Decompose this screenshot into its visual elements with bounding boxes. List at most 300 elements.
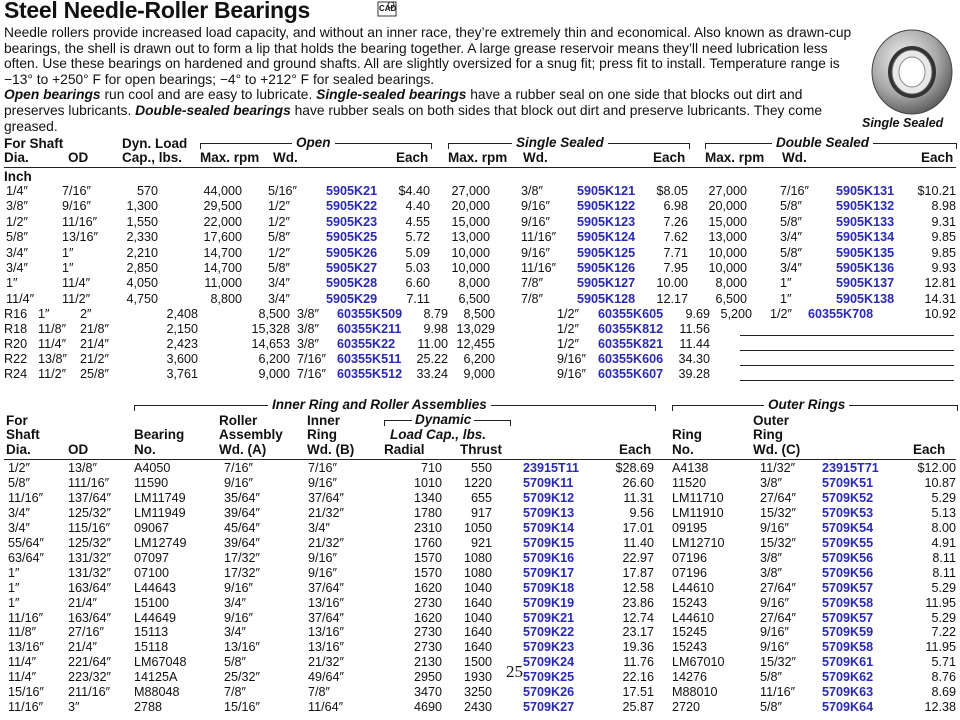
table-cell: 10,000 bbox=[451, 245, 490, 260]
part-number-link[interactable]: 60355K708 bbox=[808, 307, 874, 321]
table-cell: $28.69 bbox=[615, 461, 654, 475]
table-cell: 5/8″ bbox=[780, 199, 802, 214]
part-number-link[interactable]: 5905K137 bbox=[836, 276, 895, 291]
table-cell: 8.98 bbox=[931, 199, 956, 214]
h2-wd-a: Wd. (A) bbox=[219, 442, 267, 457]
header-each-double: Each bbox=[921, 150, 954, 165]
table-cell: 09067 bbox=[134, 520, 170, 535]
table-cell: 21/32″ bbox=[308, 535, 344, 550]
table-cell: 2730 bbox=[413, 625, 442, 640]
part-number-link[interactable]: 5709K27 bbox=[523, 700, 575, 715]
h2-assembly: Assembly bbox=[219, 427, 283, 442]
table-cell: 1/2″ bbox=[8, 461, 30, 475]
table-cell: 8.00 bbox=[931, 520, 956, 535]
h2-outer-ring: Ring bbox=[753, 427, 783, 442]
part-number-link[interactable]: 5905K27 bbox=[326, 261, 378, 275]
h2-wd-c: Wd. (C) bbox=[753, 442, 801, 457]
table-cell: R22 bbox=[4, 352, 28, 366]
part-number-link[interactable]: 5709K13 bbox=[523, 505, 575, 520]
table-cell: 3/4″ bbox=[780, 261, 802, 275]
table-cell: 34.30 bbox=[678, 352, 710, 366]
part-number-link[interactable]: 5709K26 bbox=[523, 685, 575, 700]
part-number-link[interactable]: 5709K17 bbox=[523, 565, 575, 580]
table-cell: 7.22 bbox=[931, 625, 956, 640]
table-cell: 1/2″ bbox=[770, 307, 792, 321]
table-cell: 15243 bbox=[672, 595, 708, 610]
table-cell: 11/4″ bbox=[8, 655, 37, 670]
table-cell: 9.31 bbox=[931, 214, 956, 229]
page-number: 25 bbox=[506, 662, 523, 681]
table-cell: 6.60 bbox=[405, 276, 430, 291]
table-cell: 223/32″ bbox=[68, 670, 111, 685]
table-cell: 9/16″ bbox=[224, 475, 253, 490]
table-cell: L44649 bbox=[134, 610, 177, 625]
table-cell: 3/4″ bbox=[268, 276, 290, 291]
table-cell: 2130 bbox=[413, 655, 442, 670]
table-cell: 125/32″ bbox=[68, 505, 111, 520]
table-cell: 137/64″ bbox=[68, 490, 111, 505]
part-number-link[interactable]: 5709K54 bbox=[822, 520, 874, 535]
part-number-link[interactable]: 5709K51 bbox=[822, 475, 874, 490]
table-cell: 1/2″ bbox=[268, 214, 290, 229]
part-number-link[interactable]: 23915T71 bbox=[822, 461, 879, 475]
header-wd-single: Wd. bbox=[523, 150, 548, 165]
table-cell: 3/4″ bbox=[224, 625, 246, 640]
table-cell: 570 bbox=[136, 184, 158, 198]
table-cell: 07196 bbox=[672, 565, 708, 580]
part-number-link[interactable]: 5905K136 bbox=[836, 261, 895, 275]
part-number-link[interactable]: 5905K29 bbox=[326, 291, 378, 306]
table-cell: 11520 bbox=[672, 475, 707, 490]
table-cell: 44,000 bbox=[203, 184, 242, 198]
intro-text: Needle rollers provide increased load capacity, and without an inner race, they’re extremely thin and economical. Also known as drawn-cup bearings, the shell is drawn out to form a lip that holds the bearing together. A large grease reservoir means they’ll need lubrication less often. Use these bearings on hardened and ground shafts. All are slightly oversized for a snug fit; press fit to install. Temperature range is −13° to +250° F for open bearings; −4° to +212° F for sealed bearings. bbox=[4, 25, 852, 87]
group-outer-rings: Outer Rings bbox=[764, 397, 849, 412]
table-cell: 37/64″ bbox=[308, 490, 344, 505]
bearing-photo bbox=[868, 26, 956, 116]
part-number-link[interactable]: 5709K55 bbox=[822, 535, 874, 550]
open-bearings-label: Open bearings bbox=[4, 87, 101, 103]
table-cell: 9/16″ bbox=[224, 610, 253, 625]
part-number-link[interactable]: 60355K509 bbox=[337, 307, 403, 321]
part-number-link[interactable]: 5905K123 bbox=[577, 214, 636, 229]
table-cell: 7.95 bbox=[663, 261, 688, 275]
part-number-link[interactable]: 5905K21 bbox=[326, 184, 378, 198]
table-cell: 7/16″ bbox=[62, 184, 91, 198]
part-number-link[interactable]: 5709K53 bbox=[822, 505, 874, 520]
table-cell: 49/64″ bbox=[308, 670, 344, 685]
table-cell: 11/4″ bbox=[38, 337, 67, 351]
h2-bearing: Bearing bbox=[134, 427, 185, 442]
part-number-link[interactable]: 5709K57 bbox=[822, 610, 874, 625]
table-cell: 1,550 bbox=[126, 214, 158, 229]
table-cell: 1/4″ bbox=[6, 184, 28, 198]
table-cell: 4.40 bbox=[405, 199, 430, 214]
part-number-link[interactable]: 5905K124 bbox=[577, 230, 636, 245]
table-cell: 37/64″ bbox=[308, 610, 344, 625]
table-cell: 21/2″ bbox=[80, 352, 109, 366]
table-cell: 4.55 bbox=[405, 214, 430, 229]
part-number-link[interactable]: 5709K52 bbox=[822, 490, 874, 505]
table-cell: 9.93 bbox=[931, 261, 956, 275]
group-inner-ring: Inner Ring and Roller Assemblies bbox=[268, 397, 491, 412]
table-cell: 8,800 bbox=[210, 291, 242, 306]
table-cell: 4,750 bbox=[126, 291, 158, 306]
table-cell: 11.31 bbox=[623, 490, 654, 505]
table-cell: 2,408 bbox=[166, 307, 198, 321]
section-inch: Inch bbox=[4, 169, 32, 184]
part-number-link[interactable]: 60355K605 bbox=[598, 307, 664, 321]
page-title: Steel Needle-Roller Bearings bbox=[4, 0, 311, 23]
table-cell: 21/4″ bbox=[68, 640, 97, 655]
table-cell: 07097 bbox=[134, 550, 170, 565]
part-number-link[interactable]: 5905K138 bbox=[836, 291, 895, 306]
table-cell: 9/16″ bbox=[760, 625, 789, 640]
table-cell: 25.87 bbox=[622, 700, 654, 715]
part-number-link[interactable]: 5905K135 bbox=[836, 245, 895, 260]
part-number-link[interactable]: 5709K56 bbox=[822, 565, 874, 580]
photo-caption: Single Sealed bbox=[862, 116, 944, 130]
table-cell: 7.62 bbox=[663, 230, 688, 245]
part-number-link[interactable]: 5709K18 bbox=[523, 580, 575, 595]
table-cell: 221/64″ bbox=[68, 655, 111, 670]
table-cell: 655 bbox=[470, 490, 492, 505]
h2-ring: Ring bbox=[307, 427, 337, 442]
group-single-sealed: Single Sealed bbox=[512, 135, 608, 150]
part-number-link[interactable]: 5709K57 bbox=[822, 580, 874, 595]
table-cell: 5/8″ bbox=[8, 475, 30, 490]
part-number-link[interactable]: 5905K26 bbox=[326, 245, 378, 260]
part-number-link[interactable]: 5905K128 bbox=[577, 291, 636, 306]
table-cell: 131/32″ bbox=[68, 565, 111, 580]
table-cell: 3/8″ bbox=[6, 199, 28, 214]
header-for-shaft: For Shaft bbox=[4, 136, 64, 151]
table-cell: 29,500 bbox=[203, 199, 242, 214]
table-cell: 14,700 bbox=[203, 245, 242, 260]
table-cell: 11.76 bbox=[623, 655, 654, 670]
part-number-link[interactable]: 5709K56 bbox=[822, 550, 874, 565]
table-cell: 131/32″ bbox=[68, 550, 111, 565]
part-number-link[interactable]: 5905K127 bbox=[577, 276, 636, 291]
table-cell: 9/16″ bbox=[521, 245, 550, 260]
table-cell: 14.31 bbox=[924, 291, 956, 306]
table-cell: 211/16″ bbox=[68, 685, 111, 700]
table-cell: 5/8″ bbox=[268, 261, 290, 275]
part-number-link[interactable]: 5905K133 bbox=[836, 214, 895, 229]
group-open: Open bbox=[292, 135, 335, 150]
table-cell: $4.40 bbox=[398, 184, 430, 198]
table-cell: 1″ bbox=[62, 245, 74, 260]
table-cell: 13/8″ bbox=[38, 352, 67, 366]
table-cell: 4,050 bbox=[126, 276, 158, 291]
part-number-link[interactable]: 60355K607 bbox=[598, 367, 664, 381]
table-cell: 11.44 bbox=[679, 337, 710, 351]
table-cell: 14276 bbox=[672, 670, 708, 685]
table-cell: 11590 bbox=[134, 475, 169, 490]
table-cell: R16 bbox=[4, 307, 28, 321]
table-cell: 5/8″ bbox=[224, 655, 246, 670]
table-cell: 2,330 bbox=[126, 230, 158, 245]
table-cell: 1640 bbox=[463, 625, 492, 640]
table-cell: 550 bbox=[470, 461, 492, 475]
table-cell: 3/4″ bbox=[308, 520, 330, 535]
part-number-link[interactable]: 5905K131 bbox=[836, 184, 895, 198]
part-number-link[interactable]: 5905K22 bbox=[326, 199, 378, 214]
table-cell: 7.11 bbox=[406, 291, 430, 306]
group-load-cap: Load Cap., lbs. bbox=[390, 427, 487, 442]
table-cell: 9.69 bbox=[685, 307, 710, 321]
table-cell: 12.17 bbox=[656, 291, 688, 306]
part-number-link[interactable]: 5709K59 bbox=[822, 625, 874, 640]
table-cell: 7/8″ bbox=[224, 685, 246, 700]
part-number-link[interactable]: 5905K122 bbox=[577, 199, 636, 214]
part-number-link[interactable]: 5709K22 bbox=[523, 625, 575, 640]
header-max-rpm-single: Max. rpm bbox=[448, 150, 508, 165]
part-number-link[interactable]: 23915T11 bbox=[523, 461, 580, 475]
table-cell: 2720 bbox=[672, 700, 701, 715]
table-cell: 3/4″ bbox=[6, 245, 28, 260]
table-cell: 12.38 bbox=[924, 700, 956, 715]
table-cell: 8,500 bbox=[258, 307, 290, 321]
empty-cell-rule bbox=[740, 380, 954, 381]
part-number-link[interactable]: 60355K22 bbox=[337, 337, 396, 351]
single-sealed-text: have a rubber seal on one side that blocks out dirt and preserves lubricants. bbox=[4, 87, 803, 118]
table-cell: 3/4″ bbox=[6, 261, 28, 275]
part-number-link[interactable]: 5709K14 bbox=[523, 520, 575, 535]
table-cell: 6.98 bbox=[663, 199, 688, 214]
table-cell: 13/16″ bbox=[308, 595, 344, 610]
table-cell: 8.69 bbox=[931, 685, 956, 700]
table-cell: 9/16″ bbox=[760, 595, 789, 610]
table-cell: 20,000 bbox=[451, 199, 490, 214]
part-number-link[interactable]: 60355K211 bbox=[337, 322, 402, 336]
h2-each2: Each bbox=[913, 442, 946, 457]
cad-label: CAD bbox=[379, 4, 397, 13]
table-cell: 1″ bbox=[8, 580, 20, 595]
table-cell: 3/8″ bbox=[297, 322, 319, 336]
table-cell: 12,455 bbox=[456, 337, 495, 351]
table-cell: 8.76 bbox=[931, 670, 956, 685]
table-cell: 7.26 bbox=[663, 214, 688, 229]
table-cell: 7/16″ bbox=[297, 352, 326, 366]
table-cell: 11/32″ bbox=[760, 461, 796, 475]
table-cell: 7/16″ bbox=[297, 367, 326, 381]
h2-radial: Radial bbox=[384, 442, 425, 457]
table-cell: 7/16″ bbox=[780, 184, 809, 198]
table-cell: 33.24 bbox=[416, 367, 448, 381]
table-cell: 15/32″ bbox=[760, 505, 796, 520]
table-cell: 15118 bbox=[134, 640, 169, 655]
h2-ring-no: No. bbox=[672, 442, 694, 457]
table-cell: 3/8″ bbox=[760, 550, 782, 565]
table-cell: 1040 bbox=[463, 610, 492, 625]
table-cell: M88048 bbox=[134, 685, 180, 700]
table-cell: 2788 bbox=[134, 700, 163, 715]
table-cell: 5,200 bbox=[720, 307, 752, 321]
table-cell: 5.03 bbox=[405, 261, 430, 275]
part-number-link[interactable]: 60355K606 bbox=[598, 352, 664, 366]
table-cell: 63/64″ bbox=[8, 550, 44, 565]
table-cell: 3/4″ bbox=[8, 520, 30, 535]
part-number-link[interactable]: 5905K25 bbox=[326, 230, 378, 245]
table-cell: 07196 bbox=[672, 550, 708, 565]
table-cell: LM67048 bbox=[134, 655, 187, 670]
table-cell: 1/2″ bbox=[268, 199, 290, 214]
table-cell: 10.00 bbox=[656, 276, 688, 291]
table-cell: 3250 bbox=[463, 685, 492, 700]
table-cell: 13,000 bbox=[451, 230, 490, 245]
table-cell: 9.98 bbox=[423, 322, 448, 336]
table-cell: 5.72 bbox=[405, 230, 430, 245]
part-number-link[interactable]: 5709K21 bbox=[523, 610, 575, 625]
table-cell: 9/16″ bbox=[308, 565, 337, 580]
table-cell: 13/16″ bbox=[308, 625, 344, 640]
table-cell: 9/16″ bbox=[224, 580, 253, 595]
h2-dia: Dia. bbox=[6, 442, 31, 457]
table-cell: 11/16″ bbox=[521, 261, 557, 275]
table-cell: 27/64″ bbox=[760, 610, 796, 625]
part-number-link[interactable]: 5709K58 bbox=[822, 595, 874, 610]
table-cell: 5/8″ bbox=[760, 670, 782, 685]
table-cell: 25/32″ bbox=[224, 670, 260, 685]
table-cell: 15100 bbox=[134, 595, 170, 610]
table-cell: 1″ bbox=[38, 307, 50, 321]
part-number-link[interactable]: 60355K821 bbox=[598, 337, 664, 351]
single-sealed-label: Single-sealed bearings bbox=[316, 87, 467, 103]
table-cell: 2730 bbox=[413, 640, 442, 655]
part-number-link[interactable]: 60355K812 bbox=[598, 322, 664, 336]
table-cell: 3/8″ bbox=[760, 565, 782, 580]
part-number-link[interactable]: 5905K23 bbox=[326, 214, 378, 229]
table-cell: 15113 bbox=[134, 625, 169, 640]
table-cell: 09195 bbox=[672, 520, 708, 535]
part-number-link[interactable]: 5709K23 bbox=[523, 640, 575, 655]
table-cell: 7/16″ bbox=[308, 461, 337, 475]
part-number-link[interactable]: 5709K24 bbox=[523, 655, 575, 670]
table-cell: 1/2″ bbox=[557, 337, 579, 351]
table-cell: 1050 bbox=[463, 520, 492, 535]
table-cell: 11/2″ bbox=[62, 291, 91, 306]
table-cell: 5.71 bbox=[931, 655, 956, 670]
table-cell: A4138 bbox=[672, 461, 709, 475]
table-cell: 17.51 bbox=[622, 685, 654, 700]
table-cell: 9/16″ bbox=[308, 475, 337, 490]
table-cell: 1780 bbox=[413, 505, 442, 520]
table-cell: 11/16″ bbox=[8, 700, 44, 715]
table-cell: 3/4″ bbox=[780, 230, 802, 245]
table-cell: 21/4″ bbox=[68, 595, 97, 610]
table-cell: 15/32″ bbox=[760, 535, 796, 550]
part-number-link[interactable]: 5709K11 bbox=[523, 475, 574, 490]
table-cell: 1/2″ bbox=[557, 307, 579, 321]
table-cell: 10,000 bbox=[708, 245, 747, 260]
table-cell: 9/16″ bbox=[62, 199, 91, 214]
h2-each1: Each bbox=[619, 442, 652, 457]
part-number-link[interactable]: 5905K132 bbox=[836, 199, 895, 214]
table-cell: 17/32″ bbox=[224, 565, 260, 580]
table-cell: L44643 bbox=[134, 580, 177, 595]
table-cell: 3/4″ bbox=[268, 291, 290, 306]
part-number-link[interactable]: 5709K61 bbox=[822, 655, 874, 670]
table-cell: 1″ bbox=[8, 565, 20, 580]
table-cell: 26.60 bbox=[622, 475, 654, 490]
table-cell: 115/16″ bbox=[68, 520, 111, 535]
table-cell: LM12710 bbox=[672, 535, 725, 550]
table-cell: 163/64″ bbox=[68, 610, 111, 625]
table-cell: 1″ bbox=[780, 276, 792, 291]
table-cell: 1″ bbox=[6, 276, 18, 291]
header-od: OD bbox=[68, 150, 89, 165]
table-cell: 9/16″ bbox=[557, 367, 586, 381]
table-cell: 11/64″ bbox=[308, 700, 344, 715]
table-cell: 5.29 bbox=[931, 490, 956, 505]
intro-paragraph bbox=[4, 25, 866, 134]
part-number-link[interactable]: 5709K64 bbox=[822, 700, 874, 715]
table-cell: 9/16″ bbox=[557, 352, 586, 366]
part-number-link[interactable]: 5709K58 bbox=[822, 640, 874, 655]
table-cell: 15,328 bbox=[251, 322, 290, 336]
part-number-link[interactable]: 5905K125 bbox=[577, 245, 636, 260]
table-cell: M88010 bbox=[672, 685, 718, 700]
table-cell: 9,000 bbox=[258, 367, 290, 381]
part-number-link[interactable]: 5709K63 bbox=[822, 685, 874, 700]
part-number-link[interactable]: 5905K134 bbox=[836, 230, 895, 245]
table-cell: 22.16 bbox=[622, 670, 654, 685]
part-number-link[interactable]: 5905K121 bbox=[577, 184, 636, 198]
table-cell: 9/16″ bbox=[760, 520, 789, 535]
part-number-link[interactable]: 60355K512 bbox=[337, 367, 403, 381]
table-cell: 17.01 bbox=[622, 520, 654, 535]
table-cell: 1930 bbox=[463, 670, 492, 685]
table-cell: 9/16″ bbox=[521, 214, 550, 229]
table-cell: $8.05 bbox=[656, 184, 688, 198]
h2-inner: Inner bbox=[307, 413, 341, 428]
table-cell: 11/2″ bbox=[38, 367, 67, 381]
part-number-link[interactable]: 5709K62 bbox=[822, 670, 874, 685]
table-cell: 2310 bbox=[413, 520, 442, 535]
table-cell: 15245 bbox=[672, 625, 708, 640]
table-cell: 10,000 bbox=[708, 261, 747, 275]
table-cell: $10.21 bbox=[917, 184, 956, 198]
part-number-link[interactable]: 5905K28 bbox=[326, 276, 378, 291]
table-cell: 6,500 bbox=[458, 291, 490, 306]
header-wd-open: Wd. bbox=[273, 150, 298, 165]
part-number-link[interactable]: 5709K16 bbox=[523, 550, 575, 565]
table-cell: 15243 bbox=[672, 640, 708, 655]
part-number-link[interactable]: 5709K12 bbox=[523, 490, 575, 505]
table-cell: 37/64″ bbox=[308, 580, 344, 595]
table-cell: 9.85 bbox=[931, 245, 956, 260]
table-cell: 7/16″ bbox=[224, 461, 253, 475]
table-cell: 12.81 bbox=[924, 276, 956, 291]
table-cell: 21/8″ bbox=[80, 322, 109, 336]
part-number-link[interactable]: 5709K25 bbox=[523, 670, 575, 685]
cad-icon[interactable] bbox=[377, 0, 399, 18]
table-cell: $12.00 bbox=[917, 461, 956, 475]
table-cell: 10.87 bbox=[924, 475, 956, 490]
group-dynamic: Dynamic bbox=[412, 412, 474, 427]
part-number-link[interactable]: 60355K511 bbox=[337, 352, 402, 366]
table-cell: 2950 bbox=[413, 670, 442, 685]
table-cell: 13/16″ bbox=[62, 230, 98, 245]
part-number-link[interactable]: 5709K15 bbox=[523, 535, 575, 550]
table-cell: 917 bbox=[470, 505, 492, 520]
table-cell: 5/8″ bbox=[6, 230, 28, 245]
part-number-link[interactable]: 5709K19 bbox=[523, 595, 575, 610]
table-cell: 20,000 bbox=[708, 199, 747, 214]
part-number-link[interactable]: 5905K126 bbox=[577, 261, 636, 275]
table-cell: 1640 bbox=[463, 640, 492, 655]
table-cell: 25/8″ bbox=[80, 367, 109, 381]
